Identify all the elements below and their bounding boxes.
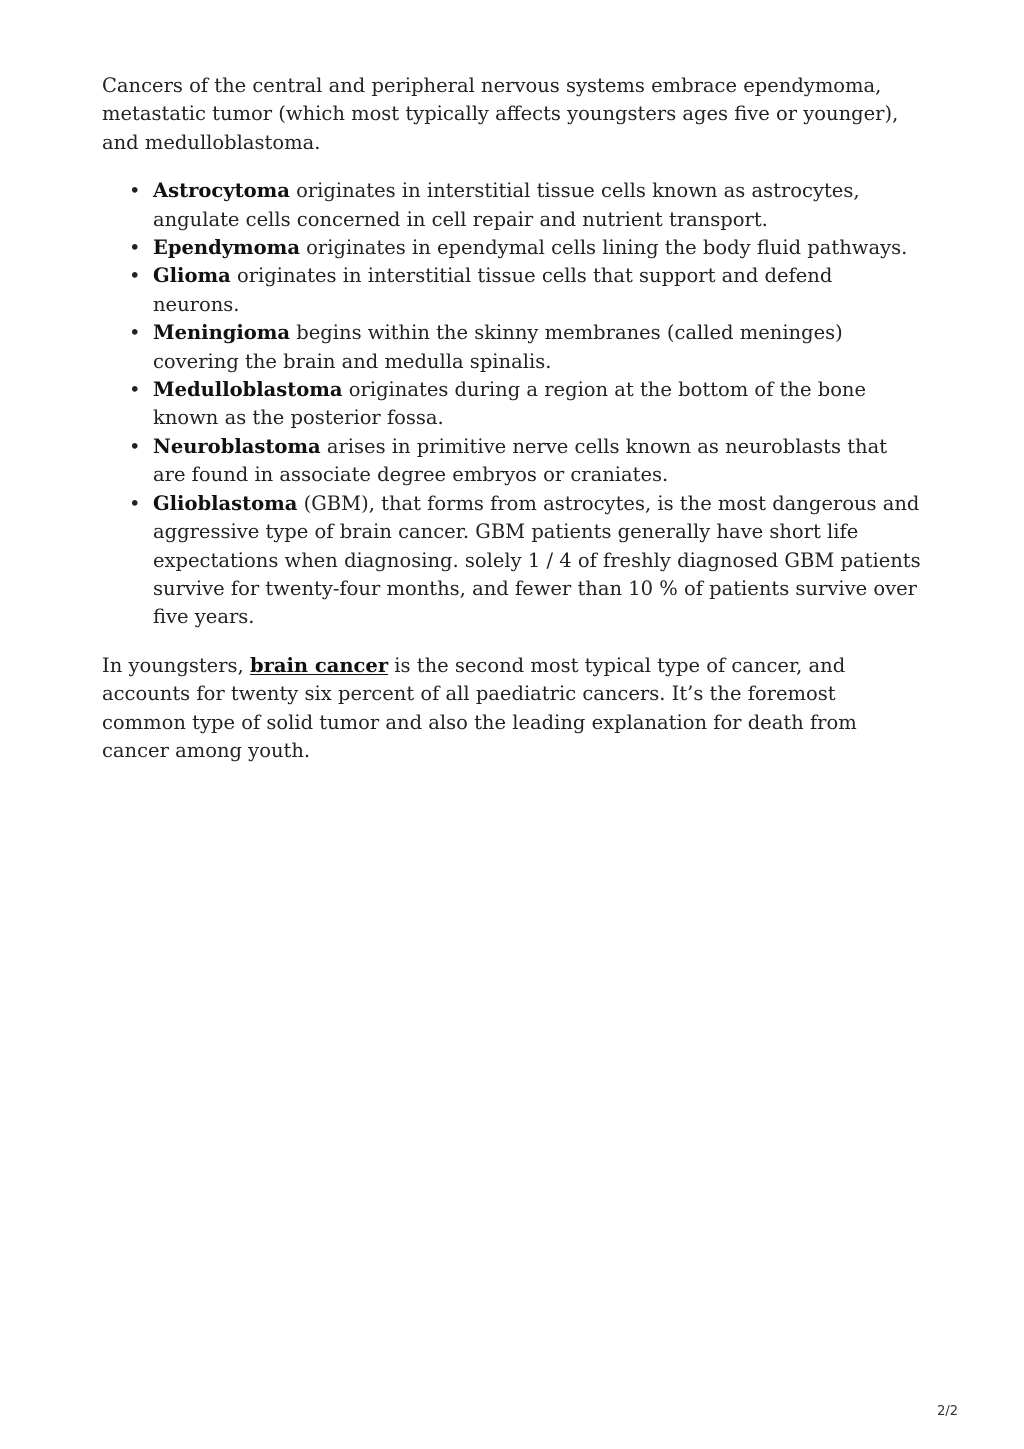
closing-paragraph [102, 652, 924, 766]
list-item-text: originates during a region at the bottom of the bone known as the posterior fossa. [153, 378, 867, 430]
list-item-text: originates in ependymal cells lining the body fluid pathways. [299, 236, 908, 260]
article-body [102, 72, 924, 765]
page-number: 2/2 [937, 1404, 958, 1419]
list-item-text: originates in interstitial tissue cells known as astrocytes, angulate cells concerned in cell repair and nutrient transport. [153, 179, 860, 231]
bullet-icon: • [129, 179, 141, 203]
list-item [129, 177, 924, 234]
term-glioblastoma: Glioblastoma [153, 491, 298, 515]
list-item [129, 234, 924, 262]
bullet-icon: • [129, 236, 141, 260]
term-meningioma: Meningioma [153, 321, 291, 345]
list-item [129, 319, 924, 376]
list-item [129, 376, 924, 433]
list-item [129, 433, 924, 490]
term-ependymoma: Ependymoma [153, 236, 300, 260]
brain-cancer-link[interactable]: brain cancer [249, 653, 389, 677]
list-item-text: (GBM), that forms from astrocytes, is the most dangerous and aggressive type of brain cancer. GBM patients generally have short life expectations when diagnosing. solely 1 / 4 of freshly diagnosed GBM patients survive for twenty-four months, and fewer than 10 % of patients survive over five years. [153, 491, 921, 629]
bullet-icon: • [129, 264, 141, 288]
closing-text-after: is the second most typical type of cancer, and accounts for twenty six percent of all paediatric cancers. It’s the foremost common type of solid tumor and also the leading explanation for death from cancer among youth. [102, 653, 857, 762]
list-item-text: arises in primitive nerve cells known as neuroblasts that are found in associate degree embryos or craniates. [153, 434, 888, 487]
bullet-icon: • [129, 321, 141, 345]
term-astrocytoma: Astrocytoma [153, 179, 290, 203]
list-item [129, 490, 924, 632]
bullet-icon: • [129, 434, 141, 458]
intro-paragraph: Cancers of the central and peripheral nervous systems embrace ependymoma, metastatic tumor (which most typically affects youngsters ages five or younger), and medulloblastoma. [102, 74, 899, 154]
bullet-icon: • [129, 491, 141, 515]
list-item-text: originates in interstitial tissue cells that support and defend neurons. [153, 264, 833, 316]
tumor-type-list [102, 177, 924, 632]
term-glioma: Glioma [153, 264, 231, 288]
term-medulloblastoma: Medulloblastoma [153, 378, 343, 402]
list-item-text: begins within the skinny membranes (called meninges) covering the brain and medulla spinalis. [153, 321, 843, 373]
term-neuroblastoma: Neuroblastoma [153, 434, 321, 458]
closing-text-before: In youngsters, [102, 653, 250, 677]
bullet-icon: • [129, 378, 141, 402]
list-item [129, 262, 924, 319]
